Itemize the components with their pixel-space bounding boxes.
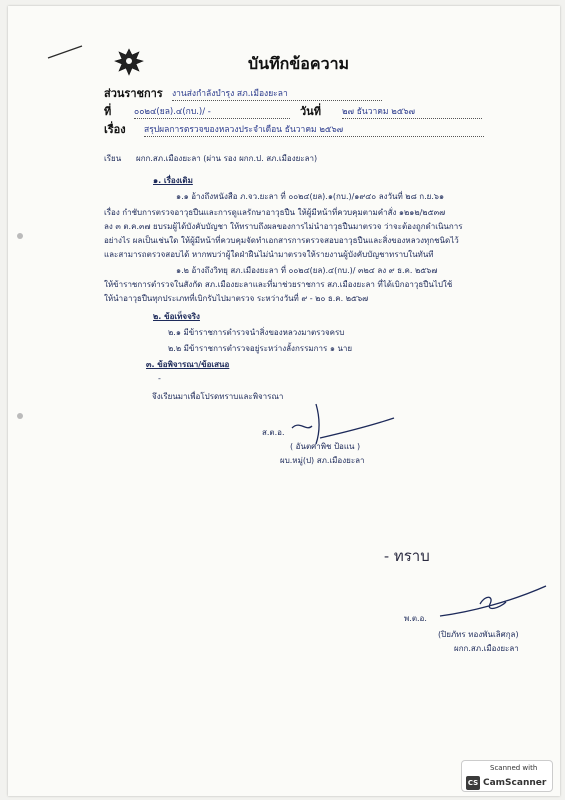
date-label: วันที่ — [300, 105, 321, 118]
badge-line2: CamScanner — [483, 778, 547, 788]
section1-p1-line1: ๑.๑ อ้างถึงหนังสือ ภ.จว.ยะลา ที่ ๐๐๒๔(ยล).๑(กบ.)/๑๙๔๐ ลงวันที่ ๒๘ ก.ย.๖๑ — [176, 192, 445, 201]
ref-value: ๐๐๒๔(ยล).๔(กบ.)/ - — [134, 104, 290, 119]
section2-line1: ๒.๑ มีข้าราชการตำรวจนำสิ่งของหลวงมาตรวจครบ — [168, 328, 345, 337]
subject-label: เรื่อง — [104, 123, 126, 136]
section1-heading: ๑. เรื่องเดิม — [153, 176, 193, 185]
signature1-name: ( อันตศาพิช ป้อแน ) — [290, 442, 361, 451]
section1-p1-line2: เรื่อง กำชับการตรวจอาวุธปืนและการดูแลรักษาอาวุธปืน ให้ผู้มีหน้าที่ควบคุมตามคำสั่ง ๑๒๑๒/๒๕๓๗ — [104, 208, 446, 217]
section2-line2: ๒.๒ มีข้าราชการตำรวจอยู่ระหว่างลั้งกรรมการ ๑ นาย — [168, 344, 353, 353]
section1-p2-line2: ให้ข้าราชการตำรวจในสังกัด สภ.เมืองยะลาและที่มาช่วยราชการ สภ.เมืองยะลา ที่ได้เบิกอาวุธปืนไปใช้ — [104, 280, 453, 289]
section3-heading: ๓. ข้อพิจารณา/ข้อเสนอ — [146, 360, 230, 369]
camscanner-logo-icon: CS — [466, 776, 480, 790]
margin-mark — [46, 42, 86, 62]
garuda-emblem-icon — [112, 46, 146, 78]
ref-label: ที่ — [104, 105, 112, 118]
section1-p1-line4: อย่างไร ผลเป็นเช่นใด ให้ผู้มีหน้าที่ควบคุมจัดทำเอกสารการตรวจสอบอาวุธปืนและสิ่งของหลวงทุกชนิดไว้ — [104, 236, 459, 245]
agency-value: งานส่งกำลังบำรุง สภ.เมืองยะลา — [172, 86, 382, 101]
binding-holes — [8, 86, 38, 526]
closing-line: จึงเรียนมาเพื่อโปรดทราบและพิจารณา — [152, 392, 284, 401]
signature1-rank: ส.ต.อ. — [262, 428, 285, 437]
signature2-scribble — [420, 582, 550, 622]
signature1-position: ผบ.หมู่(ป) สภ.เมืองยะลา — [280, 456, 365, 465]
section1-p1-line3: ลง ๓ ต.ค.๓๗ ยบรมผู้ได้บังคับบัญชา ให้ทราบถึงผลของการไม่นำอาวุธปืนมาตรวจ ว่าจะต้องถูกดำเนินการ — [104, 222, 463, 231]
memo-title: บันทึกข้อความ — [248, 54, 350, 73]
signature2-rank: พ.ต.อ. — [404, 614, 427, 623]
badge-line1: Scanned with — [490, 764, 538, 772]
camscanner-badge — [461, 760, 553, 792]
to-label: เรียน — [104, 154, 122, 163]
handwritten-note: - ทราบ — [384, 547, 430, 565]
section3-dash: - — [158, 374, 161, 383]
signature2-position: ผกก.สภ.เมืองยะลา — [454, 644, 519, 653]
section1-p2-line3: ให้นำอาวุธปืนทุกประเภทที่เบิกรับไปมาตรวจ ระหว่างวันที่ ๙ - ๒๐ ธ.ค. ๒๕๖๗ — [104, 294, 369, 303]
signature2-name: (ปิยภัทร ทองพันเลิศกุล) — [438, 630, 519, 639]
section1-p2-line1: ๑.๒ อ้างถึงวิทยุ สภ.เมืองยะลา ที่ ๐๐๒๔(ยล).๔(กบ.)/ ๓๒๔ ลง ๙ ธ.ค. ๒๕๖๗ — [176, 266, 438, 275]
section2-heading: ๒. ข้อเท็จจริง — [153, 312, 200, 321]
subject-value: สรุปผลการตรวจของหลวงประจำเดือน ธันวาคม ๒๕๖๗ — [144, 122, 484, 137]
section1-p1-line5: และสามารถตรวจสอบได้ หากพบว่าผู้ใดฝ่าฝืนไม่นำมาตรวจให้รายงานผู้บังคับบัญชาทราบในทันที — [104, 250, 434, 259]
memo-page — [8, 6, 560, 796]
agency-label: ส่วนราชการ — [104, 87, 163, 100]
date-value: ๒๗ ธันวาคม ๒๕๖๗ — [342, 104, 482, 119]
to-value: ผกก.สภ.เมืองยะลา (ผ่าน รอง ผกก.ป. สภ.เมืองยะลา) — [136, 154, 318, 163]
